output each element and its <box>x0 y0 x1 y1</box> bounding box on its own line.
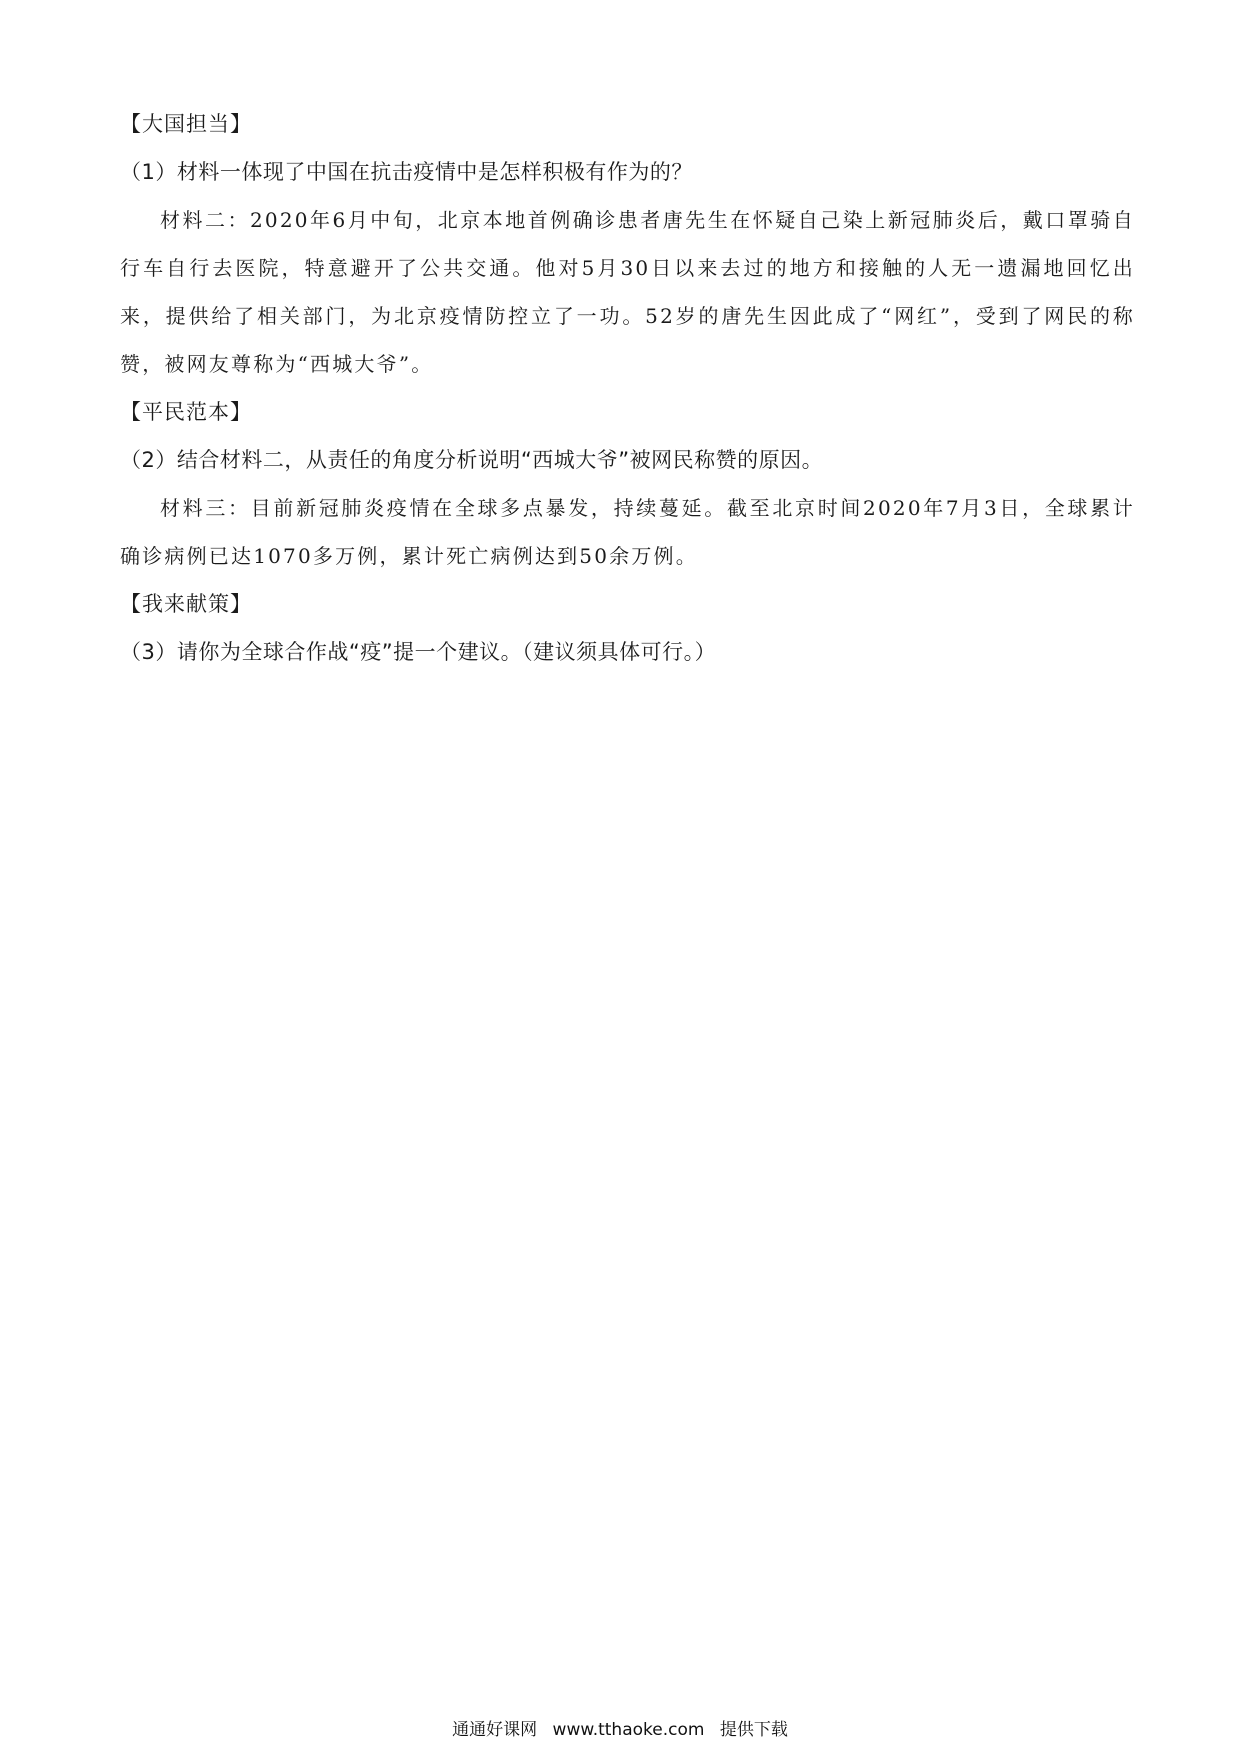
footer-url-link[interactable]: www.tthaoke.com <box>552 1720 705 1740</box>
question-2: （2）结合材料二，从责任的角度分析说明“西城大爷”被网民称赞的原因。 <box>120 448 824 472</box>
footer-site-name: 通通好课网 <box>452 1720 538 1740</box>
question-1: （1）材料一体现了中国在抗击疫情中是怎样积极有作为的？ <box>120 160 693 184</box>
page-footer <box>0 1718 1240 1742</box>
section-heading-my-suggestion: 【我来献策】 <box>120 592 252 616</box>
material-3-paragraph: 材料三：目前新冠肺炎疫情在全球多点暴发，持续蔓延。截至北京时间2020年7月3日，全球累计确诊病例已达1070多万例，累计死亡病例达到50余万例。 <box>120 496 1135 568</box>
question-3: （3）请你为全球合作战“疫”提一个建议。（建议须具体可行。） <box>120 640 717 664</box>
section-heading-great-power: 【大国担当】 <box>120 112 252 136</box>
document-body <box>120 100 1135 676</box>
section-heading-civilian-model: 【平民范本】 <box>120 400 252 424</box>
material-2-paragraph: 材料二：2020年6月中旬，北京本地首例确诊患者唐先生在怀疑自己染上新冠肺炎后，戴口罩骑自行车自行去医院，特意避开了公共交通。他对5月30日以来去过的地方和接触的人无一遗漏地回忆出来，提供给了相关部门，为北京疫情防控立了一功。52岁的唐先生因此成了“网红”，受到了网民的称赞，被网友尊称为“西城大爷”。 <box>120 208 1135 376</box>
footer-suffix: 提供下载 <box>719 1720 788 1740</box>
